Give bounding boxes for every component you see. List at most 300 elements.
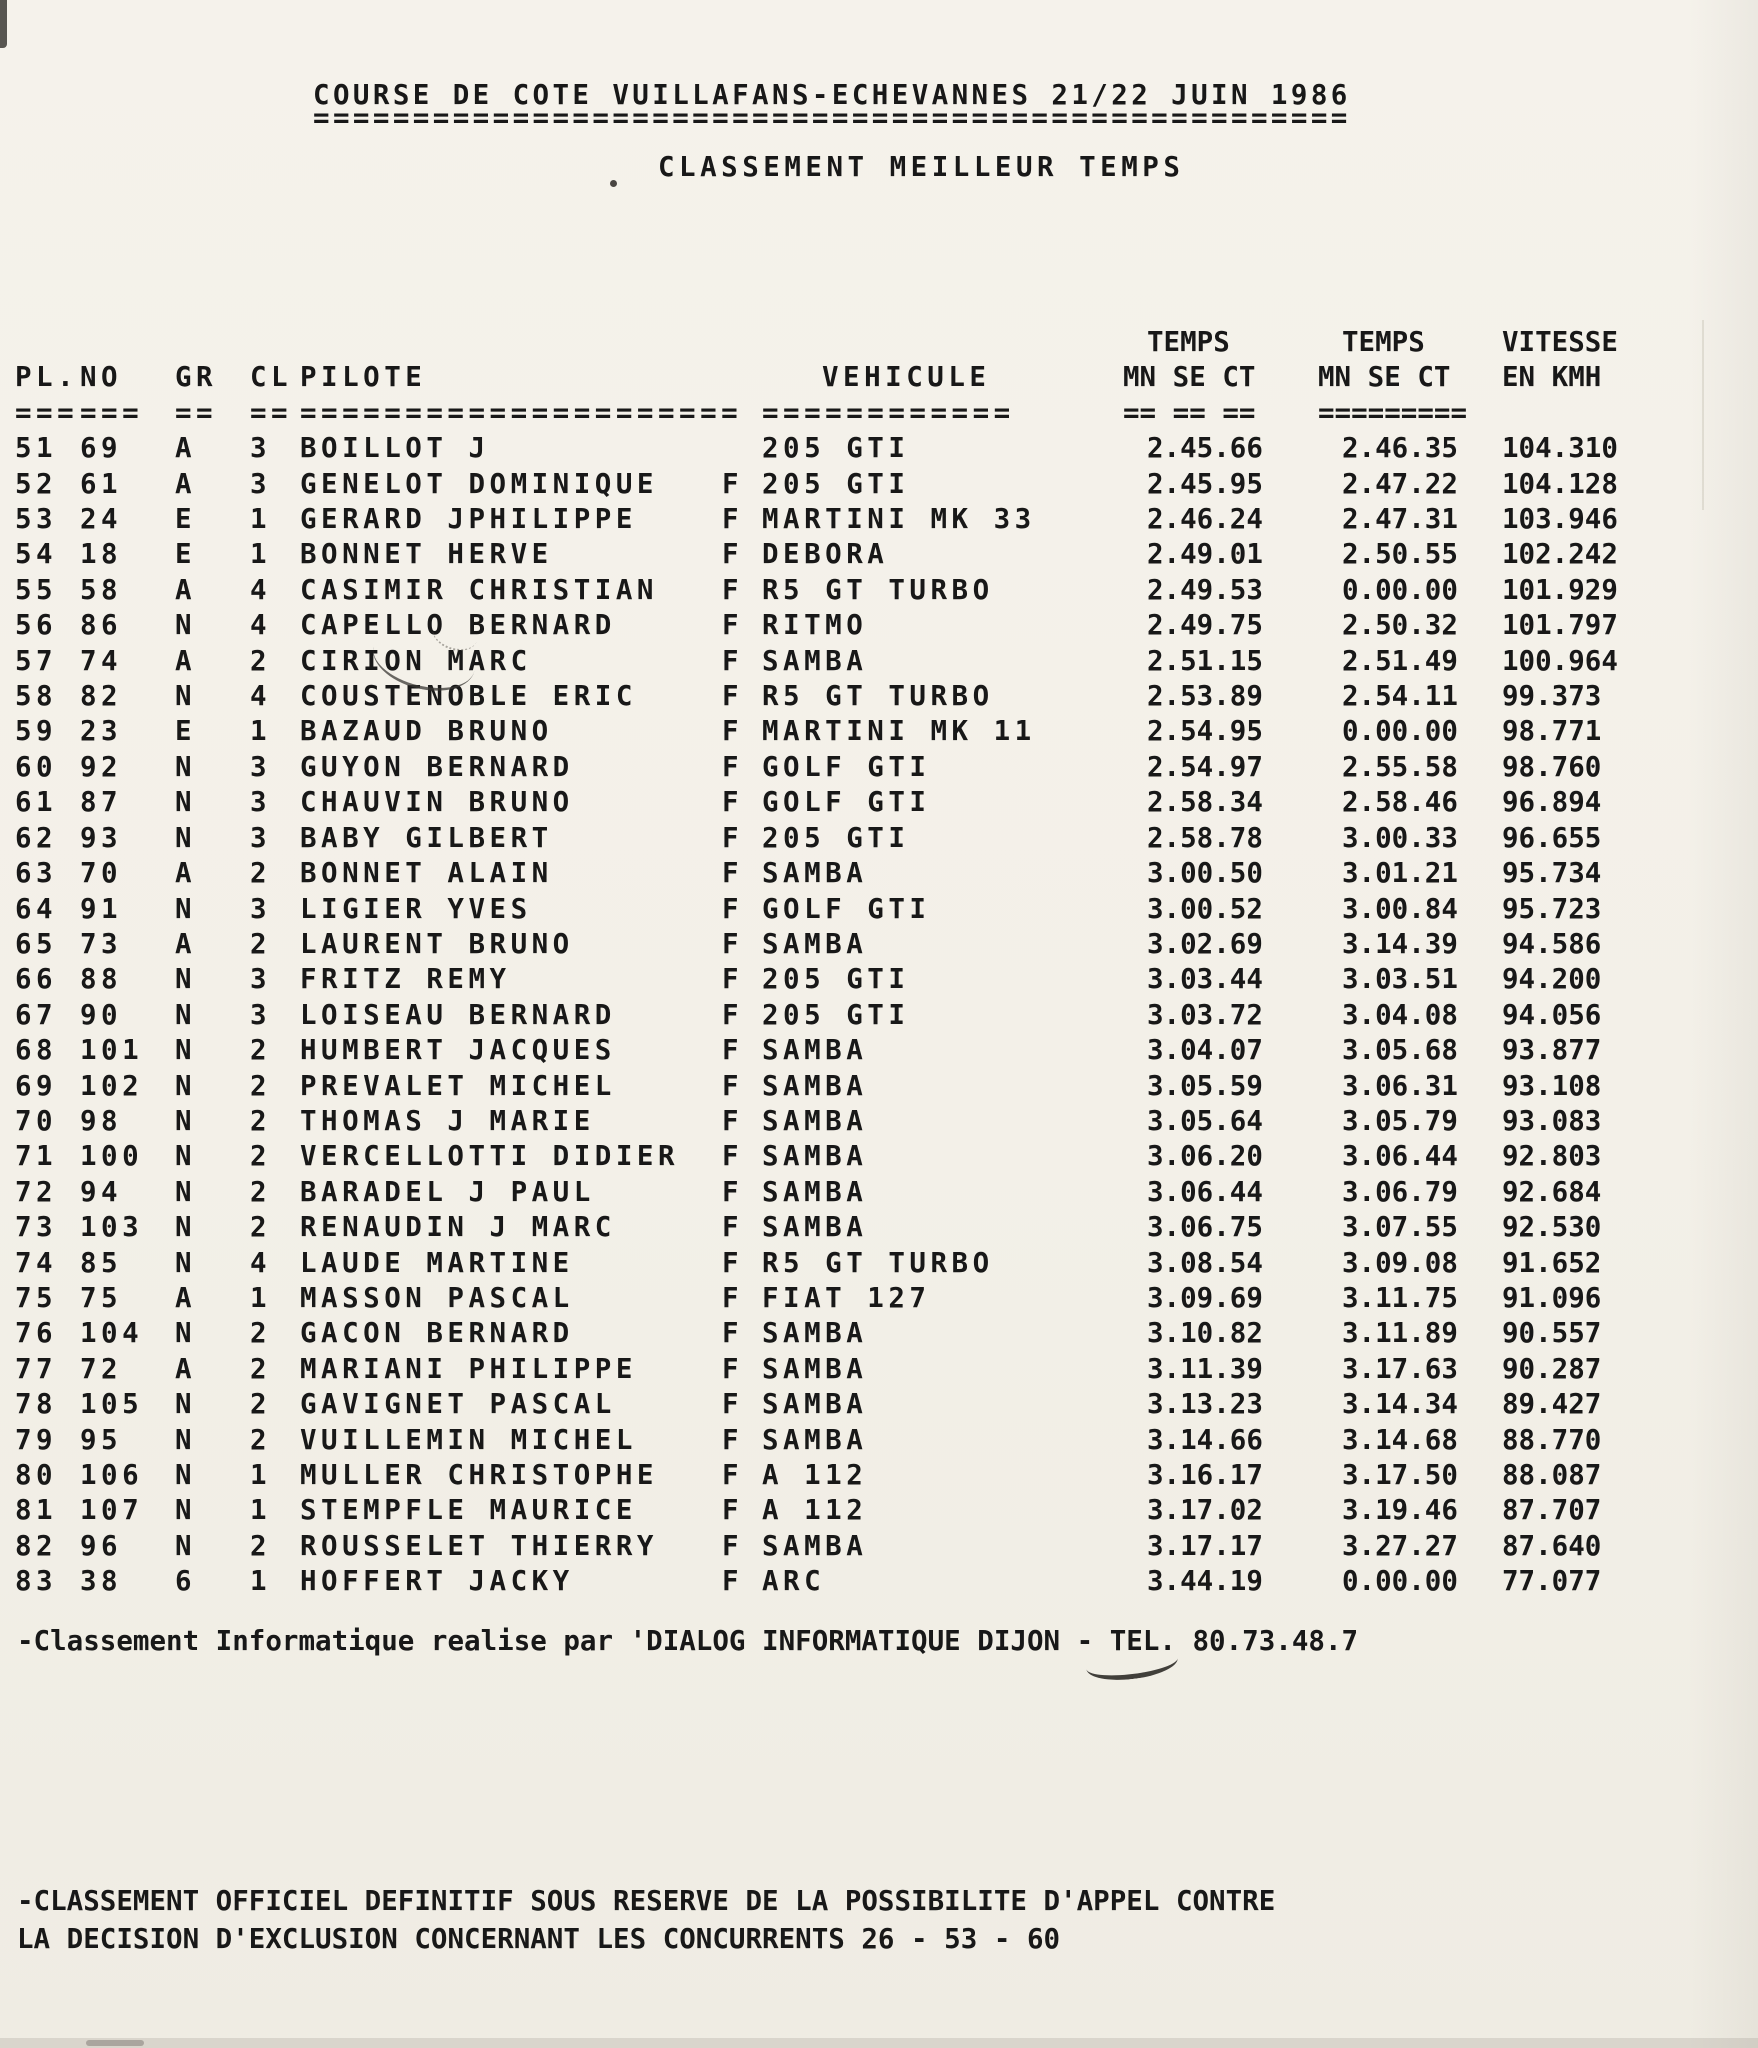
cell-v: 94.586 xyxy=(1502,927,1602,960)
table-row xyxy=(15,1033,1658,1068)
cell-no: 101 xyxy=(80,1034,144,1067)
table-row xyxy=(15,856,1658,891)
table-row xyxy=(15,502,1658,537)
table-row xyxy=(15,962,1658,997)
cell-f: F xyxy=(722,609,744,642)
separator-cell: ===================== xyxy=(300,396,743,429)
cell-gr: N xyxy=(175,680,197,713)
cell-t1: 2.49.01 xyxy=(1147,538,1263,571)
cell-no: 96 xyxy=(80,1529,123,1562)
cell-pl: 60 xyxy=(15,750,58,783)
cell-pilote: STEMPFLE MAURICE xyxy=(300,1494,637,1527)
footnote-official-line-1: -CLASSEMENT OFFICIEL DEFINITIF SOUS RESERVE DE LA POSSIBILITE D'APPEL CONTRE xyxy=(17,1885,1276,1917)
cell-t2: 3.06.44 xyxy=(1342,1140,1458,1173)
cell-f: F xyxy=(722,644,744,677)
cell-t2: 3.06.79 xyxy=(1342,1175,1458,1208)
cell-t1: 3.44.19 xyxy=(1147,1565,1263,1598)
cell-t2: 3.05.68 xyxy=(1342,1034,1458,1067)
cell-gr: N xyxy=(175,1494,197,1527)
table-row xyxy=(15,537,1658,572)
cell-pilote: LAUDE MARTINE xyxy=(300,1246,574,1279)
table-row xyxy=(15,608,1658,643)
cell-vehicule: R5 GT TURBO xyxy=(762,1246,994,1279)
cell-t2: 3.11.75 xyxy=(1342,1281,1458,1314)
separator-cell: == == == xyxy=(1123,396,1256,429)
cell-f: F xyxy=(722,998,744,1031)
cell-vehicule: DEBORA xyxy=(762,538,889,571)
cell-no: 92 xyxy=(80,750,123,783)
cell-vehicule: SAMBA xyxy=(762,1317,868,1350)
cell-gr: N xyxy=(175,786,197,819)
cell-cl: 2 xyxy=(250,857,272,890)
cell-gr: N xyxy=(175,1211,197,1244)
cell-cl: 1 xyxy=(250,1281,272,1314)
cell-gr: N xyxy=(175,963,197,996)
cell-gr: E xyxy=(175,715,197,748)
column-header-gr: GR xyxy=(175,361,218,394)
cell-t1: 3.08.54 xyxy=(1147,1246,1263,1279)
cell-v: 94.056 xyxy=(1502,998,1602,1031)
cell-v: 98.771 xyxy=(1502,715,1602,748)
cell-gr: A xyxy=(175,1281,197,1314)
cell-gr: A xyxy=(175,432,197,465)
cell-v: 100.964 xyxy=(1502,644,1618,677)
column-header-f xyxy=(722,360,762,395)
scan-corner-artifact xyxy=(0,0,7,48)
title-underline: ==================================================== xyxy=(313,102,1351,134)
cell-no: 104 xyxy=(80,1317,144,1350)
cell-no: 86 xyxy=(80,609,123,642)
cell-pilote: FRITZ REMY xyxy=(300,963,511,996)
table-row xyxy=(15,467,1658,502)
cell-pilote: BAZAUD BRUNO xyxy=(300,715,553,748)
cell-vehicule: 205 GTI xyxy=(762,432,910,465)
cell-t2: 3.06.31 xyxy=(1342,1069,1458,1102)
cell-pilote: BONNET HERVE xyxy=(300,538,553,571)
cell-no: 95 xyxy=(80,1423,123,1456)
cell-f: F xyxy=(722,573,744,606)
cell-t1: 3.17.02 xyxy=(1147,1494,1263,1527)
cell-no: 75 xyxy=(80,1281,123,1314)
cell-t2: 3.19.46 xyxy=(1342,1494,1458,1527)
cell-cl: 2 xyxy=(250,1034,272,1067)
table-row xyxy=(15,1139,1658,1174)
cell-t1: 2.45.95 xyxy=(1147,467,1263,500)
cell-cl: 1 xyxy=(250,1459,272,1491)
cell-f: F xyxy=(722,715,744,748)
column-header-pilote: PILOTE xyxy=(300,361,427,394)
cell-t1: 3.06.44 xyxy=(1147,1175,1263,1208)
cell-cl: 3 xyxy=(250,750,272,783)
cell-cl: 3 xyxy=(250,786,272,819)
cell-no: 72 xyxy=(80,1352,123,1385)
cell-v: 93.083 xyxy=(1502,1104,1602,1137)
spacer-cell xyxy=(15,325,80,360)
cell-gr: 6 xyxy=(175,1565,197,1598)
cell-t2: 3.05.79 xyxy=(1342,1104,1458,1137)
cell-t2: 3.00.84 xyxy=(1342,892,1458,925)
cell-v: 95.734 xyxy=(1502,857,1602,890)
cell-pilote: CHAUVIN BRUNO xyxy=(300,786,574,819)
cell-vehicule: SAMBA xyxy=(762,1104,868,1137)
cell-no: 61 xyxy=(80,467,123,500)
cell-pilote: LAURENT BRUNO xyxy=(300,927,574,960)
cell-t1: 3.14.66 xyxy=(1147,1423,1263,1456)
cell-gr: A xyxy=(175,1352,197,1385)
table-row xyxy=(15,1529,1658,1564)
separator-cell: == xyxy=(250,396,293,429)
cell-pilote: CIRION MARC xyxy=(300,644,532,677)
cell-cl: 2 xyxy=(250,1352,272,1385)
cell-vehicule: SAMBA xyxy=(762,1352,868,1385)
cell-v: 102.242 xyxy=(1502,538,1618,571)
page-subtitle: CLASSEMENT MEILLEUR TEMPS xyxy=(658,151,1185,183)
cell-t1: 2.49.53 xyxy=(1147,573,1263,606)
cell-pilote: HOFFERT JACKY xyxy=(300,1565,574,1598)
cell-no: 82 xyxy=(80,680,123,713)
cell-vehicule: GOLF GTI xyxy=(762,786,931,819)
cell-t2: 2.58.46 xyxy=(1342,786,1458,819)
cell-f: F xyxy=(722,1069,744,1102)
cell-t1: 2.51.15 xyxy=(1147,644,1263,677)
cell-f: F xyxy=(722,1211,744,1244)
separator-cell: === xyxy=(80,396,144,429)
cell-pl: 70 xyxy=(15,1104,58,1137)
cell-t2: 3.14.34 xyxy=(1342,1388,1458,1421)
cell-vehicule: SAMBA xyxy=(762,927,868,960)
cell-pilote: COUSTENOBLE ERIC xyxy=(300,680,637,713)
cell-vehicule: ARC xyxy=(762,1565,826,1598)
cell-cl: 2 xyxy=(250,644,272,677)
cell-no: 105 xyxy=(80,1388,144,1421)
cell-vehicule: RITMO xyxy=(762,609,868,642)
table-row xyxy=(15,1104,1658,1139)
scan-edge-smudge xyxy=(86,2040,144,2046)
table-row xyxy=(15,1493,1658,1528)
cell-f: F xyxy=(722,1529,744,1562)
cell-t2: 0.00.00 xyxy=(1342,573,1458,606)
table-row xyxy=(15,1458,1658,1493)
cell-v: 91.096 xyxy=(1502,1281,1602,1314)
cell-pl: 54 xyxy=(15,538,58,571)
cell-pl: 78 xyxy=(15,1388,58,1421)
cell-gr: N xyxy=(175,1388,197,1421)
cell-t1: 2.58.78 xyxy=(1147,821,1263,854)
cell-pilote: MASSON PASCAL xyxy=(300,1281,574,1314)
cell-no: 106 xyxy=(80,1459,144,1491)
cell-pl: 56 xyxy=(15,609,58,642)
cell-t2: 2.51.49 xyxy=(1342,644,1458,677)
cell-v: 95.723 xyxy=(1502,892,1602,925)
cell-vehicule: MARTINI MK 33 xyxy=(762,503,1036,536)
cell-t2: 3.04.08 xyxy=(1342,998,1458,1031)
spacer-cell xyxy=(80,325,175,360)
cell-pl: 72 xyxy=(15,1175,58,1208)
cell-gr: N xyxy=(175,1104,197,1137)
cell-pl: 51 xyxy=(15,432,58,465)
cell-gr: N xyxy=(175,1069,197,1102)
cell-gr: N xyxy=(175,892,197,925)
cell-vehicule: SAMBA xyxy=(762,857,868,890)
column-header-no: NO xyxy=(80,361,123,394)
cell-t2: 3.17.63 xyxy=(1342,1352,1458,1385)
cell-vehicule: SAMBA xyxy=(762,1034,868,1067)
cell-vehicule: GOLF GTI xyxy=(762,892,931,925)
cell-f: F xyxy=(722,538,744,571)
cell-gr: N xyxy=(175,998,197,1031)
cell-cl: 4 xyxy=(250,1246,272,1279)
cell-pilote: ROUSSELET THIERRY xyxy=(300,1529,658,1562)
cell-vehicule: 205 GTI xyxy=(762,467,910,500)
cell-v: 96.655 xyxy=(1502,821,1602,854)
cell-v: 92.803 xyxy=(1502,1140,1602,1173)
column-header-temps-2: MN SE CT xyxy=(1318,361,1451,394)
cell-gr: N xyxy=(175,1529,197,1562)
cell-pilote: BARADEL J PAUL xyxy=(300,1175,595,1208)
cell-t1: 2.49.75 xyxy=(1147,609,1263,642)
cell-no: 23 xyxy=(80,715,123,748)
cell-t1: 3.05.59 xyxy=(1147,1069,1263,1102)
cell-f: F xyxy=(722,467,744,500)
cell-vehicule: GOLF GTI xyxy=(762,750,931,783)
separator-row xyxy=(15,396,1658,431)
cell-t1: 3.11.39 xyxy=(1147,1352,1263,1385)
cell-t1: 2.53.89 xyxy=(1147,680,1263,713)
cell-pl: 76 xyxy=(15,1317,58,1350)
cell-gr: N xyxy=(175,1317,197,1350)
cell-v: 104.128 xyxy=(1502,467,1618,500)
paper-crease xyxy=(1702,320,1704,510)
cell-t1: 3.00.50 xyxy=(1147,857,1263,890)
separator-cell: === xyxy=(15,396,79,429)
table-row xyxy=(15,431,1658,466)
group-header-temps-2: TEMPS xyxy=(1342,326,1425,358)
cell-no: 107 xyxy=(80,1494,144,1527)
footnote-official-line-2: LA DECISION D'EXCLUSION CONCERNANT LES CONCURRENTS 26 - 53 - 60 xyxy=(17,1923,1061,1955)
cell-vehicule: MARTINI MK 11 xyxy=(762,715,1036,748)
cell-pilote: GUYON BERNARD xyxy=(300,750,574,783)
cell-pl: 57 xyxy=(15,644,58,677)
cell-gr: A xyxy=(175,467,197,500)
cell-cl: 2 xyxy=(250,1423,272,1456)
cell-vehicule: A 112 xyxy=(762,1459,868,1491)
cell-cl: 1 xyxy=(250,715,272,748)
cell-pilote: BOILLOT J xyxy=(300,432,490,465)
cell-gr: N xyxy=(175,1423,197,1456)
cell-vehicule: SAMBA xyxy=(762,1529,868,1562)
cell-gr: A xyxy=(175,573,197,606)
page-title: COURSE DE COTE VUILLAFANS-ECHEVANNES 21/22 JUIN 1986 xyxy=(313,79,1351,111)
cell-pilote: PREVALET MICHEL xyxy=(300,1069,616,1102)
cell-cl: 1 xyxy=(250,1494,272,1527)
cell-t1: 2.58.34 xyxy=(1147,786,1263,819)
cell-vehicule: SAMBA xyxy=(762,1211,868,1244)
cell-t2: 3.17.50 xyxy=(1342,1459,1458,1491)
cell-v: 103.946 xyxy=(1502,503,1618,536)
cell-t2: 3.11.89 xyxy=(1342,1317,1458,1350)
cell-pilote: VUILLEMIN MICHEL xyxy=(300,1423,637,1456)
cell-gr: N xyxy=(175,1140,197,1173)
cell-pl: 67 xyxy=(15,998,58,1031)
cell-pl: 74 xyxy=(15,1246,58,1279)
cell-pl: 61 xyxy=(15,786,58,819)
column-header-temps-1: MN SE CT xyxy=(1123,361,1256,394)
cell-cl: 4 xyxy=(250,680,272,713)
table-row xyxy=(15,750,1658,785)
spacer-cell xyxy=(175,325,250,360)
cell-pl: 71 xyxy=(15,1140,58,1173)
cell-gr: N xyxy=(175,1459,197,1491)
cell-vehicule: FIAT 127 xyxy=(762,1281,931,1314)
cell-f: F xyxy=(722,1494,744,1527)
cell-f: F xyxy=(722,680,744,713)
cell-cl: 1 xyxy=(250,503,272,536)
results-table-body xyxy=(15,431,1658,1599)
separator-cell: ============ xyxy=(762,396,1015,429)
cell-cl: 2 xyxy=(250,1388,272,1421)
cell-t2: 0.00.00 xyxy=(1342,715,1458,748)
cell-pl: 62 xyxy=(15,821,58,854)
cell-v: 89.427 xyxy=(1502,1388,1602,1421)
cell-t2: 2.55.58 xyxy=(1342,750,1458,783)
cell-pilote: CASIMIR CHRISTIAN xyxy=(300,573,658,606)
cell-pl: 69 xyxy=(15,1069,58,1102)
cell-pl: 82 xyxy=(15,1529,58,1562)
cell-no: 103 xyxy=(80,1211,144,1244)
cell-f: F xyxy=(722,503,744,536)
cell-vehicule: SAMBA xyxy=(762,1069,868,1102)
cell-f: F xyxy=(722,1281,744,1314)
table-row xyxy=(15,679,1658,714)
column-header-vitesse: EN KMH xyxy=(1502,361,1602,394)
cell-gr: A xyxy=(175,857,197,890)
cell-cl: 1 xyxy=(250,538,272,571)
cell-v: 96.894 xyxy=(1502,786,1602,819)
cell-t1: 2.54.97 xyxy=(1147,750,1263,783)
cell-f: F xyxy=(722,1459,744,1491)
cell-cl: 3 xyxy=(250,892,272,925)
cell-t1: 2.54.95 xyxy=(1147,715,1263,748)
cell-t2: 3.01.21 xyxy=(1342,857,1458,890)
cell-pl: 79 xyxy=(15,1423,58,1456)
cell-f: F xyxy=(722,821,744,854)
cell-pilote: RENAUDIN J MARC xyxy=(300,1211,616,1244)
cell-gr: N xyxy=(175,1175,197,1208)
table-row xyxy=(15,573,1658,608)
cell-t2: 3.14.39 xyxy=(1342,927,1458,960)
cell-f: F xyxy=(722,750,744,783)
spacer-cell xyxy=(722,325,762,360)
cell-v: 87.640 xyxy=(1502,1529,1602,1562)
cell-v: 90.287 xyxy=(1502,1352,1602,1385)
cell-pl: 53 xyxy=(15,503,58,536)
cell-pl: 52 xyxy=(15,467,58,500)
cell-v: 92.684 xyxy=(1502,1175,1602,1208)
group-header-vitesse: VITESSE xyxy=(1502,326,1618,358)
column-header-vehicule: VEHICULE xyxy=(822,361,991,394)
cell-no: 93 xyxy=(80,821,123,854)
separator-cell: ========= xyxy=(1318,396,1468,429)
cell-t1: 3.04.07 xyxy=(1147,1034,1263,1067)
group-header-row xyxy=(15,325,1658,360)
cell-pl: 75 xyxy=(15,1281,58,1314)
cell-f: F xyxy=(722,1565,744,1598)
cell-f: F xyxy=(722,1317,744,1350)
cell-f: F xyxy=(722,1140,744,1173)
cell-vehicule: R5 GT TURBO xyxy=(762,573,994,606)
cell-cl: 2 xyxy=(250,1211,272,1244)
cell-pilote: THOMAS J MARIE xyxy=(300,1104,595,1137)
cell-no: 74 xyxy=(80,644,123,677)
cell-f: F xyxy=(722,1246,744,1279)
group-header-temps-1: TEMPS xyxy=(1147,326,1230,358)
cell-t2: 0.00.00 xyxy=(1342,1565,1458,1598)
table-row xyxy=(15,1564,1658,1599)
cell-t1: 3.06.20 xyxy=(1147,1140,1263,1173)
cell-t1: 3.13.23 xyxy=(1147,1388,1263,1421)
spacer-cell xyxy=(300,325,722,360)
cell-no: 18 xyxy=(80,538,123,571)
cell-f: F xyxy=(722,1034,744,1067)
cell-no: 88 xyxy=(80,963,123,996)
cell-pilote: HUMBERT JACQUES xyxy=(300,1034,616,1067)
table-row xyxy=(15,785,1658,820)
cell-pilote: BONNET ALAIN xyxy=(300,857,553,890)
cell-vehicule: SAMBA xyxy=(762,1140,868,1173)
cell-vehicule: SAMBA xyxy=(762,1175,868,1208)
cell-gr: N xyxy=(175,821,197,854)
table-row xyxy=(15,821,1658,856)
cell-f xyxy=(722,431,762,466)
cell-gr: N xyxy=(175,1034,197,1067)
cell-t1: 3.09.69 xyxy=(1147,1281,1263,1314)
cell-pl: 66 xyxy=(15,963,58,996)
scan-edge-band xyxy=(0,2038,1758,2048)
cell-t2: 3.03.51 xyxy=(1342,963,1458,996)
cell-pilote: BABY GILBERT xyxy=(300,821,553,854)
cell-t1: 3.02.69 xyxy=(1147,927,1263,960)
cell-t2: 2.50.55 xyxy=(1342,538,1458,571)
cell-t1: 3.05.64 xyxy=(1147,1104,1263,1137)
cell-gr: N xyxy=(175,1246,197,1279)
cell-pilote: GAVIGNET PASCAL xyxy=(300,1388,616,1421)
cell-pilote: MARIANI PHILIPPE xyxy=(300,1352,637,1385)
cell-no: 98 xyxy=(80,1104,123,1137)
cell-v: 101.797 xyxy=(1502,609,1618,642)
cell-pl: 59 xyxy=(15,715,58,748)
cell-v: 88.770 xyxy=(1502,1423,1602,1456)
cell-cl: 4 xyxy=(250,573,272,606)
results-table xyxy=(15,325,1658,1600)
cell-cl: 2 xyxy=(250,1175,272,1208)
cell-pl: 81 xyxy=(15,1494,58,1527)
table-row xyxy=(15,1246,1658,1281)
cell-t1: 3.10.82 xyxy=(1147,1317,1263,1350)
cell-t1: 3.17.17 xyxy=(1147,1529,1263,1562)
cell-v: 99.373 xyxy=(1502,680,1602,713)
cell-t2: 3.07.55 xyxy=(1342,1211,1458,1244)
cell-pl: 55 xyxy=(15,573,58,606)
cell-t1: 3.00.52 xyxy=(1147,892,1263,925)
cell-pl: 64 xyxy=(15,892,58,925)
cell-pilote: LOISEAU BERNARD xyxy=(300,998,616,1031)
cell-vehicule: 205 GTI xyxy=(762,998,910,1031)
cell-no: 91 xyxy=(80,892,123,925)
table-row xyxy=(15,1069,1658,1104)
cell-vehicule: 205 GTI xyxy=(762,963,910,996)
cell-cl: 2 xyxy=(250,1529,272,1562)
table-row xyxy=(15,1352,1658,1387)
